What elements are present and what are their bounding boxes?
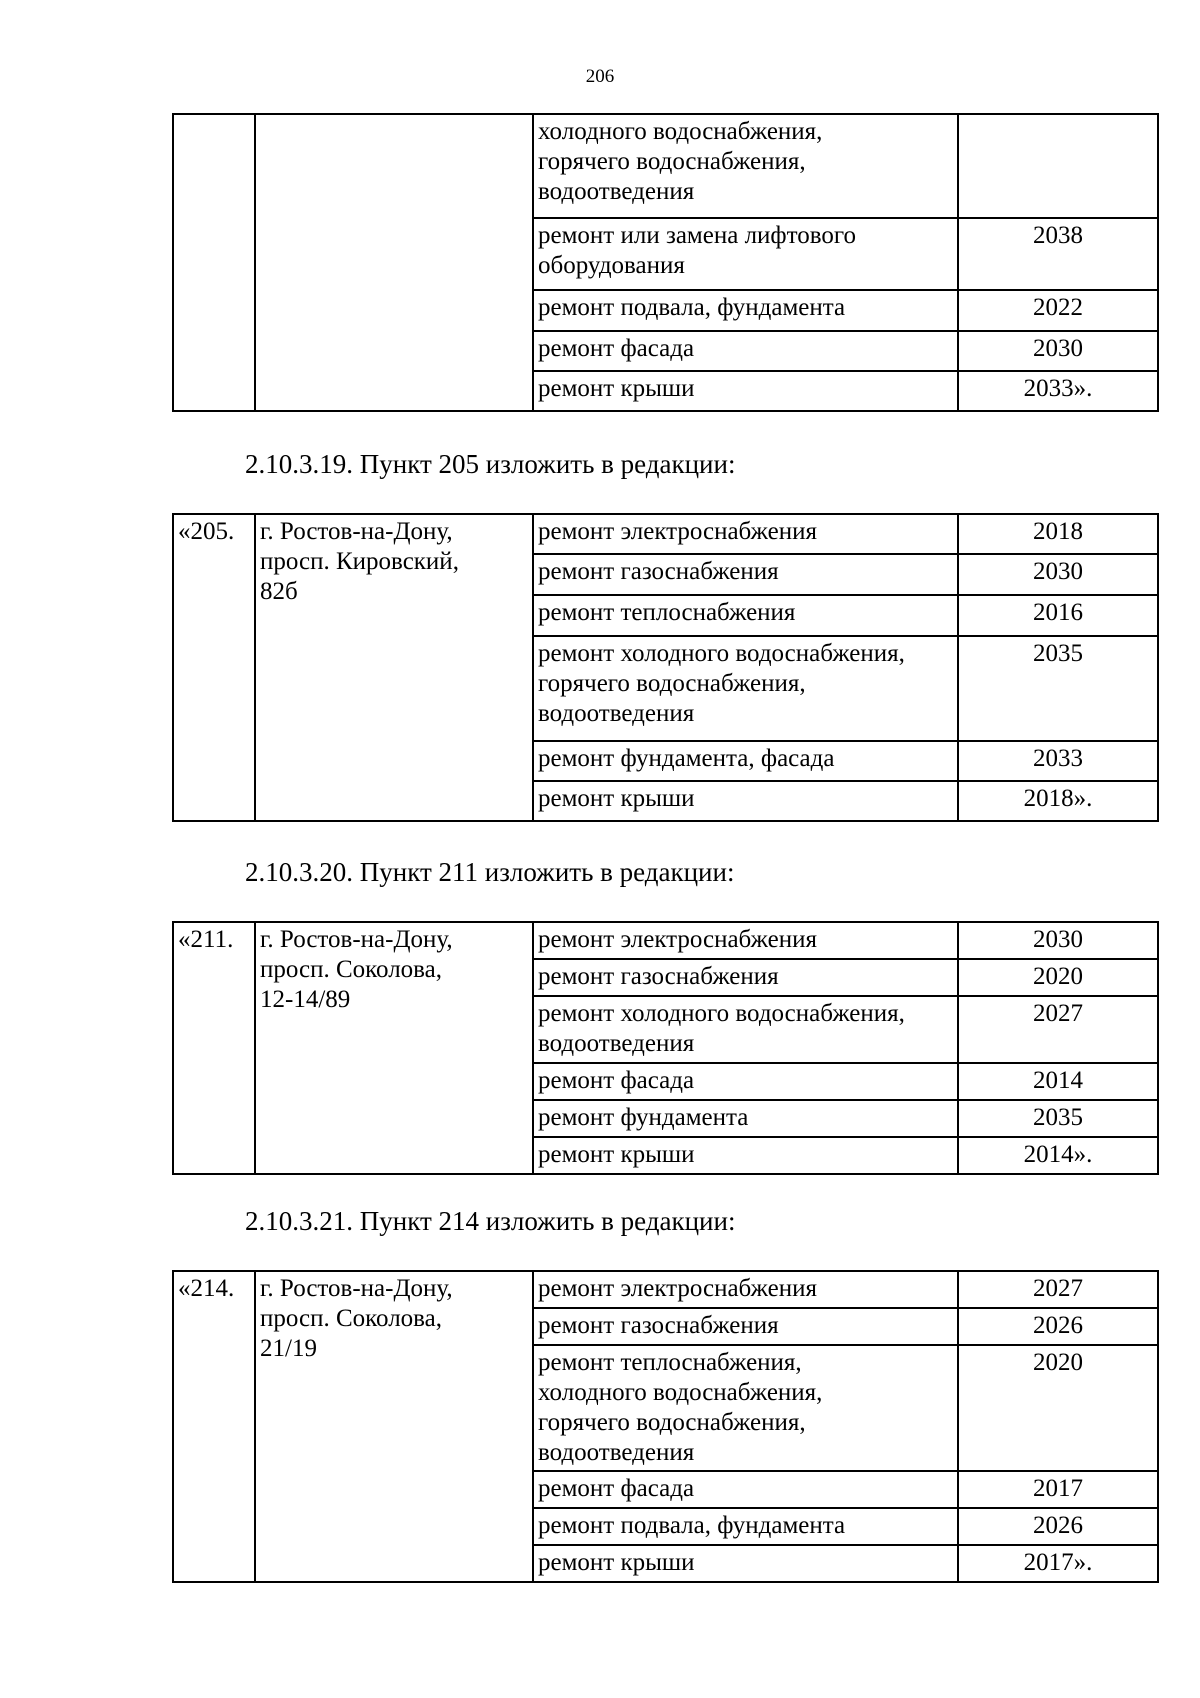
address-line: просп. Соколова, bbox=[260, 956, 442, 983]
work-cell: ремонт крыши bbox=[533, 781, 958, 821]
table-row bbox=[173, 922, 1158, 959]
address-cell bbox=[255, 114, 533, 411]
address-line: г. Ростов-на-Дону, bbox=[260, 926, 453, 953]
table-row bbox=[173, 514, 1158, 554]
year-cell: 2027 bbox=[958, 1271, 1158, 1308]
address-line: г. Ростов-на-Дону, bbox=[260, 518, 453, 545]
item-number-cell: «205. bbox=[173, 514, 255, 821]
year-cell: 2030 bbox=[958, 922, 1158, 959]
work-cell: ремонт газоснабжения bbox=[533, 554, 958, 595]
address-line: 12-14/89 bbox=[260, 986, 351, 1013]
year-cell: 2026 bbox=[958, 1308, 1158, 1345]
year-cell: 2018 bbox=[958, 514, 1158, 554]
year-cell: 2017 bbox=[958, 1471, 1158, 1508]
table-row bbox=[173, 114, 1158, 218]
year-cell: 2020 bbox=[958, 959, 1158, 996]
page-number: 206 bbox=[585, 66, 615, 87]
work-cell: ремонт фасада bbox=[533, 1063, 958, 1100]
item-number-cell: «211. bbox=[173, 922, 255, 1174]
work-cell: ремонт подвала, фундамента bbox=[533, 1508, 958, 1545]
address-cell bbox=[255, 514, 533, 821]
year-cell: 2033 bbox=[958, 741, 1158, 781]
year-cell: 2014 bbox=[958, 1063, 1158, 1100]
work-cell: ремонт фундамента bbox=[533, 1100, 958, 1137]
year-cell: 2027 bbox=[958, 996, 1158, 1063]
section-caption-211: 2.10.3.20. Пункт 211 изложить в редакции: bbox=[245, 857, 735, 887]
year-cell: 2016 bbox=[958, 595, 1158, 636]
year-cell: 2018». bbox=[958, 781, 1158, 821]
work-cell: ремонт фасада bbox=[533, 1471, 958, 1508]
address-line: г. Ростов-на-Дону, bbox=[260, 1275, 453, 1302]
year-cell: 2033». bbox=[958, 371, 1158, 411]
work-cell: ремонт или замена лифтового оборудования bbox=[533, 218, 958, 290]
year-cell: 2020 bbox=[958, 1345, 1158, 1471]
year-cell: 2030 bbox=[958, 331, 1158, 371]
continuation-table bbox=[172, 113, 1159, 412]
year-cell: 2026 bbox=[958, 1508, 1158, 1545]
item-number-cell bbox=[173, 114, 255, 411]
work-cell: ремонт крыши bbox=[533, 1545, 958, 1582]
address-line: просп. Соколова, bbox=[260, 1305, 442, 1332]
address-cell bbox=[255, 922, 533, 1174]
work-cell: ремонт крыши bbox=[533, 1137, 958, 1174]
year-cell: 2035 bbox=[958, 1100, 1158, 1137]
year-cell: 2022 bbox=[958, 290, 1158, 331]
address-line: 82б bbox=[260, 578, 298, 605]
work-cell: ремонт подвала, фундамента bbox=[533, 290, 958, 331]
year-cell: 2035 bbox=[958, 636, 1158, 741]
work-cell: ремонт электроснабжения bbox=[533, 514, 958, 554]
address-line: 21/19 bbox=[260, 1335, 317, 1362]
work-cell: ремонт фундамента, фасада bbox=[533, 741, 958, 781]
table-row bbox=[173, 1271, 1158, 1308]
work-cell: ремонт фасада bbox=[533, 331, 958, 371]
work-cell: ремонт газоснабжения bbox=[533, 1308, 958, 1345]
item-214-table bbox=[172, 1270, 1159, 1583]
year-cell: 2030 bbox=[958, 554, 1158, 595]
section-caption-214: 2.10.3.21. Пункт 214 изложить в редакции: bbox=[245, 1206, 736, 1236]
work-cell: ремонт теплоснабжения, холодного водоснабжения, горячего водоснабжения, водоотведения bbox=[533, 1345, 958, 1471]
address-cell bbox=[255, 1271, 533, 1582]
work-cell: ремонт холодного водоснабжения, водоотведения bbox=[533, 996, 958, 1063]
section-caption-205: 2.10.3.19. Пункт 205 изложить в редакции: bbox=[245, 449, 736, 479]
work-cell: ремонт крыши bbox=[533, 371, 958, 411]
address-line: просп. Кировский, bbox=[260, 548, 459, 575]
year-cell bbox=[958, 114, 1158, 218]
work-cell: ремонт теплоснабжения bbox=[533, 595, 958, 636]
year-cell: 2014». bbox=[958, 1137, 1158, 1174]
work-cell: ремонт холодного водоснабжения, горячего водоснабжения, водоотведения bbox=[533, 636, 958, 741]
item-number-cell: «214. bbox=[173, 1271, 255, 1582]
work-cell: ремонт электроснабжения bbox=[533, 1271, 958, 1308]
year-cell: 2017». bbox=[958, 1545, 1158, 1582]
work-cell: ремонт газоснабжения bbox=[533, 959, 958, 996]
work-cell: холодного водоснабжения, горячего водоснабжения, водоотведения bbox=[533, 114, 958, 218]
year-cell: 2038 bbox=[958, 218, 1158, 290]
item-211-table bbox=[172, 921, 1159, 1175]
item-205-table bbox=[172, 513, 1159, 822]
work-cell: ремонт электроснабжения bbox=[533, 922, 958, 959]
